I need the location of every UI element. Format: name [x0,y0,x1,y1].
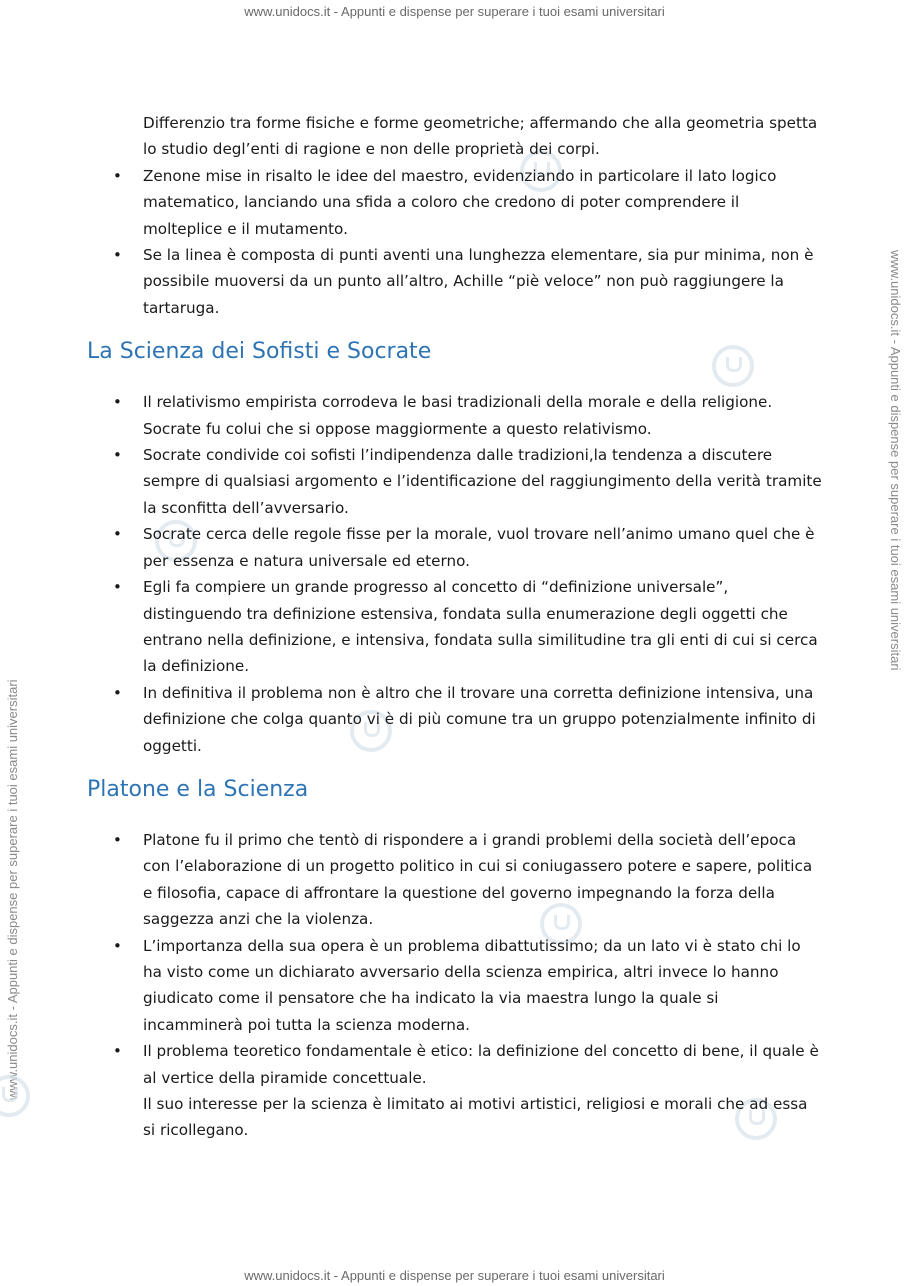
list-item-text: Socrate cerca delle regole fisse per la morale, vuol trovare nell’animo umano quel che è per essenza e natura universale ed eterno. [143,525,815,570]
list-item-text: Egli fa compiere un grande progresso al concetto di “definizione universale”, distinguendo tra definizione estensiva, fondata sulla enumerazione degli oggetti che entrano nella definizione, e intensiva, fondata sulla similitudine tra gli enti di cui si cerca la definizione. [143,578,818,676]
bullet-icon: • [113,936,122,955]
list-item [87,389,822,442]
list-item-text: Zenone mise in risalto le idee del maestro, evidenziando in particolare il lato logico matematico, lanciando una sfida a coloro che credono di poter comprendere il molteplice e il mutamento. [143,166,777,238]
list-item-text: In definitiva il problema non è altro che il trovare una corretta definizione intensiva, una definizione che colga quanto vi è di più comune tra un gruppo potenzialmente infinito di oggetti. [143,683,816,755]
bullet-icon: • [113,1042,122,1061]
list-item [87,574,822,680]
bullet-icon: • [113,166,122,185]
list-item [87,521,822,574]
list-item [87,680,822,759]
list-item-text: Il problema teoretico fondamentale è etico: la definizione del concetto di bene, il quale è al vertice della piramide concettuale. [143,1042,819,1087]
section1-bullet-list [87,389,822,759]
bullet-icon: • [113,578,122,597]
list-item-text: Platone fu il primo che tentò di rispondere a i grandi problemi della società dell’epoca con l’elaborazione di un progetto politico in cui si coniugassero potere e sapere, politica e filosofia, capace di affrontare la questione del governo impegnando la forza della saggezza anzi che la violenza. [143,830,813,929]
watermark-logo-icon [0,1075,30,1117]
list-item [87,827,822,933]
list-item-text: Il relativismo empirista corrodeva le basi tradizionali della morale e della religione. Socrate fu colui che si oppose maggiormente a questo relativismo. [143,393,773,438]
bullet-icon: • [113,393,122,412]
list-item [87,1038,822,1091]
bullet-icon: • [113,683,122,702]
document-body [87,110,822,1144]
list-item [87,933,822,1039]
section2-bullet-list [87,827,822,1091]
section-heading: Platone e la Scienza [87,776,309,802]
list-item [87,442,822,521]
intro-bullet-list [87,163,822,321]
watermark-side-right: www.unidocs.it - Appunti e dispense per superare i tuoi esami universitari [888,250,903,671]
watermark-header: www.unidocs.it - Appunti e dispense per superare i tuoi esami universitari [244,4,665,19]
bullet-icon: • [113,446,122,465]
bullet-icon: • [113,525,122,544]
list-item [87,163,822,242]
list-item [87,242,822,321]
list-item-text: Socrate condivide coi sofisti l’indipendenza dalle tradizioni,la tendenza a discutere sempre di qualsiasi argomento e l’identificazione del raggiungimento della verità tramite la sconfitta dell’avversario. [143,446,822,517]
intro-continuation: Differenzio tra forme fisiche e forme geometriche; affermando che alla geometria spetta lo studio degl’enti di ragione e non delle proprietà dei corpi. [143,114,818,159]
list-item-text: L’importanza della sua opera è un problema dibattutissimo; da un lato vi è stato chi lo ha visto come un dichiarato avversario della scienza empirica, altri invece lo hanno giudicato come il pensatore che ha indicato la via maestra lungo la quale si incamminerà poi tutta la scienza moderna. [143,936,801,1034]
section-heading: La Scienza dei Sofisti e Socrate [87,339,432,365]
bullet-icon: • [113,830,122,849]
watermark-side-left: www.unidocs.it - Appunti e dispense per superare i tuoi esami universitari [5,679,20,1100]
list-item-text: Se la linea è composta di punti aventi una lunghezza elementare, sia pur minima, non è possibile muoversi da un punto all’altro, Achille “piè veloce” non può raggiungere la tartaruga. [143,246,814,317]
watermark-footer: www.unidocs.it - Appunti e dispense per superare i tuoi esami universitari [244,1268,665,1283]
section2-note: Il suo interesse per la scienza è limitato ai motivi artistici, religiosi e morali che ad essa si ricollegano. [143,1095,808,1140]
bullet-icon: • [113,246,122,265]
